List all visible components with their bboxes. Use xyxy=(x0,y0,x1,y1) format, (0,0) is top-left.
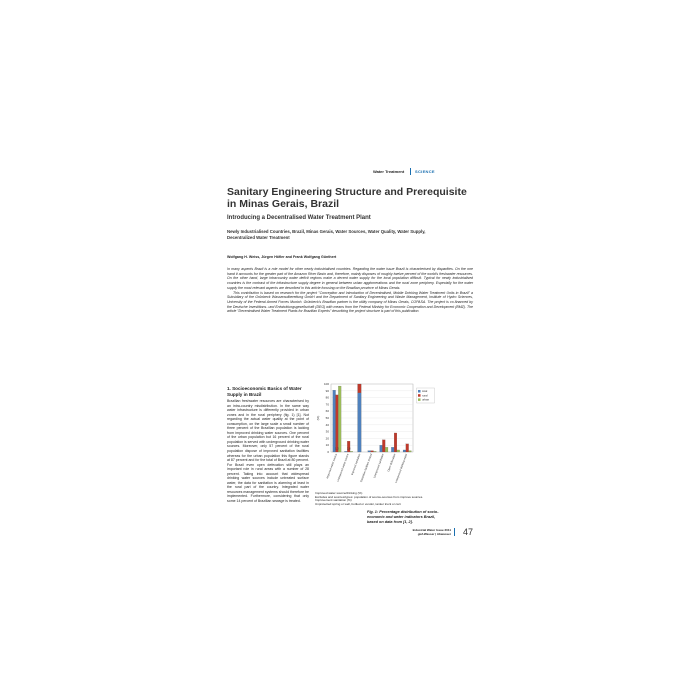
article-title: Sanitary Engineering Structure and Prerequisite in Minas Gerais, Brazil xyxy=(227,186,467,210)
data-label: 1,8 xyxy=(346,447,351,451)
figure-note-4: Unprotected spring or well, bottled or vendor, tanker truck or cart xyxy=(315,502,401,507)
legend-label: total xyxy=(422,389,428,394)
body-text: Brazilian freshwater resources are characterised by an intra-country misdistribution. In the same way water infrastructure is differently provided in urban zones and in the rural periphery (fig. 1) [1]. Not regarding the actual water quality at the point of consumption, on the large scale a small number of three percent of the Brazilian population is lacking from improved drinking water sources. One percent of the urban population but 16 percent of the rural population is served with underground drinking water sources. Moreover, only 57 percent of the rural population dispose of improved sanitation facilities whereas for the urban population this figure stands at 87 percent and for the total of Brazil at 80 percent. For Brazil even open defecation still plays an important role in rural areas with a number of 28 percent. Taking into account that widespread drinking water sources include untreated surface water, the data for sanitation is alarming at least in the rural part of the country. Integrated water resources management systems should therefore be implemented. Furthermore, considering that only some 14 percent of Brazilian sewage is treated. xyxy=(227,399,309,504)
legend-swatch xyxy=(418,394,421,397)
section-heading: 1. Socioeconomic Basics of Water Supply in Brazil xyxy=(227,386,302,397)
authors: Wolfgang H. Weiss, Jürgen Höfler and Frank Wolfgang Günthert xyxy=(227,255,337,259)
y-tick-label: 30 xyxy=(325,429,329,434)
legend-label: urban xyxy=(422,397,430,402)
y-tick-label: 70 xyxy=(325,402,329,407)
y-tick-label: 10 xyxy=(325,443,329,448)
bar xyxy=(373,451,376,452)
abstract-paragraph-2: This contribution is based on research for the project "Conception and Introduction of Decentralised, Mobile Drinking Water Treatment Units in Brazil" a Subsidiary of the Grünbeck Wasseraufbereitung GmbH and the Department of Sanitary Engineering and Waste Management, Institute of Hydro Sciences, University of the Federal Armed Forces Munich. Grünbeck's Brazilian partner is the utility company of Minas Gerais, COPASA. The project is co-financed by the Deutsche Investitions- und Entwicklungsgesellschaft (DEG) with means from the Federal Ministry for Economic Cooperation and Development (BMZ). The article "Decentralised Water Treatment Plants for Brazilian Experts" describing the project structure is part of this publication. xyxy=(227,290,473,314)
article-page xyxy=(227,163,473,545)
bar xyxy=(371,451,374,452)
bar xyxy=(409,451,412,452)
bar-chart xyxy=(315,382,473,490)
category-label: Open defecation xyxy=(387,453,397,473)
category-label: Improved sanitation xyxy=(350,453,362,476)
y-tick-label: 20 xyxy=(325,436,329,441)
category-label: Sanitation facilities shared xyxy=(359,453,374,483)
bar xyxy=(344,451,347,452)
bar xyxy=(380,445,383,452)
y-tick-label: 0 xyxy=(327,450,329,454)
category-label: Unimproved water source xyxy=(336,453,350,483)
chart-svg xyxy=(315,382,473,490)
bar xyxy=(403,450,406,452)
figure-notes xyxy=(315,492,471,507)
bar xyxy=(382,440,385,452)
figure-note-3: Improvement sanitation (%) xyxy=(315,498,352,503)
legend-swatch xyxy=(418,398,421,401)
y-tick-label: 50 xyxy=(325,416,329,420)
y-tick-label: 60 xyxy=(325,409,329,414)
category-label: Unimproved sanitation xyxy=(373,453,385,479)
category-label: SCIENCE xyxy=(415,169,435,174)
journal-line-1: Industrial Water Issue 2011 xyxy=(412,528,451,532)
bar xyxy=(336,395,339,452)
section-label: Water Treatment xyxy=(373,169,405,174)
category-label: Improved water source xyxy=(326,453,338,480)
footer-divider xyxy=(454,528,455,536)
bar-segment xyxy=(358,393,362,452)
legend-label: rural xyxy=(422,393,428,398)
figure-note-1: Improved water source/drinking (%) xyxy=(315,491,363,495)
y-tick-label: 80 xyxy=(325,395,329,400)
journal-info xyxy=(413,528,451,536)
bar xyxy=(385,447,388,452)
abstract xyxy=(227,267,473,314)
bar xyxy=(333,390,336,452)
page-number: 47 xyxy=(462,527,473,537)
figure-note-2: Excludes and sources/types: population of source-sources from improve sources. xyxy=(315,494,424,499)
bar xyxy=(350,451,353,452)
bar xyxy=(406,444,409,452)
bar xyxy=(394,433,397,452)
bar xyxy=(338,386,341,452)
bar-segment xyxy=(358,384,362,393)
bar xyxy=(397,450,400,452)
legend-swatch xyxy=(418,390,421,393)
header-divider xyxy=(410,168,411,175)
category-label: Unimproved drinking water xyxy=(394,453,409,484)
bar xyxy=(368,451,371,452)
figure-caption: Fig. 1: Percentage distribution of socio-economic and water indicators Brazil, based on data from [1, 2]. xyxy=(367,510,439,524)
article-subtitle: Introducing a Decentralised Water Treatment Plant xyxy=(227,215,371,221)
y-tick-label: 90 xyxy=(325,388,329,393)
data-label: 1,3 xyxy=(335,447,339,451)
bar xyxy=(391,447,394,452)
page-header xyxy=(227,169,473,177)
y-tick-label: 100 xyxy=(323,382,329,386)
page-footer xyxy=(391,528,473,542)
abstract-paragraph-1: In many aspects Brazil is a role model for other newly industrialised countries. Regarding the water issue Brazil is characterised by disparities. On the one hand it accounts for the greater part of the Amazon River Basin and, therefore, mainly disposes of roughly twelve percent of the world's freshwater resources. On the other hand, large intracountry water deficit regions make a decent water supply for the local population difficult. Typical for newly industrialised countries is the contrast of the infrastructure supply degree in general between urban agglomerations and the rural zone periphery. Especially for the water supply the most relevant aspects are described in this article focusing on the Brazilian province of Minas Gerais. xyxy=(227,267,473,290)
keywords: Newly Industrialised Countries, Brazil, Minas Gerais, Water Sources, Water Quality, Water Supply, Decentralized Water Treatment xyxy=(227,229,426,240)
y-tick-label: 40 xyxy=(325,422,329,427)
y-axis-label: (%) xyxy=(316,415,320,421)
journal-line-2: gwf-Wasser | Abwasser xyxy=(417,532,451,536)
